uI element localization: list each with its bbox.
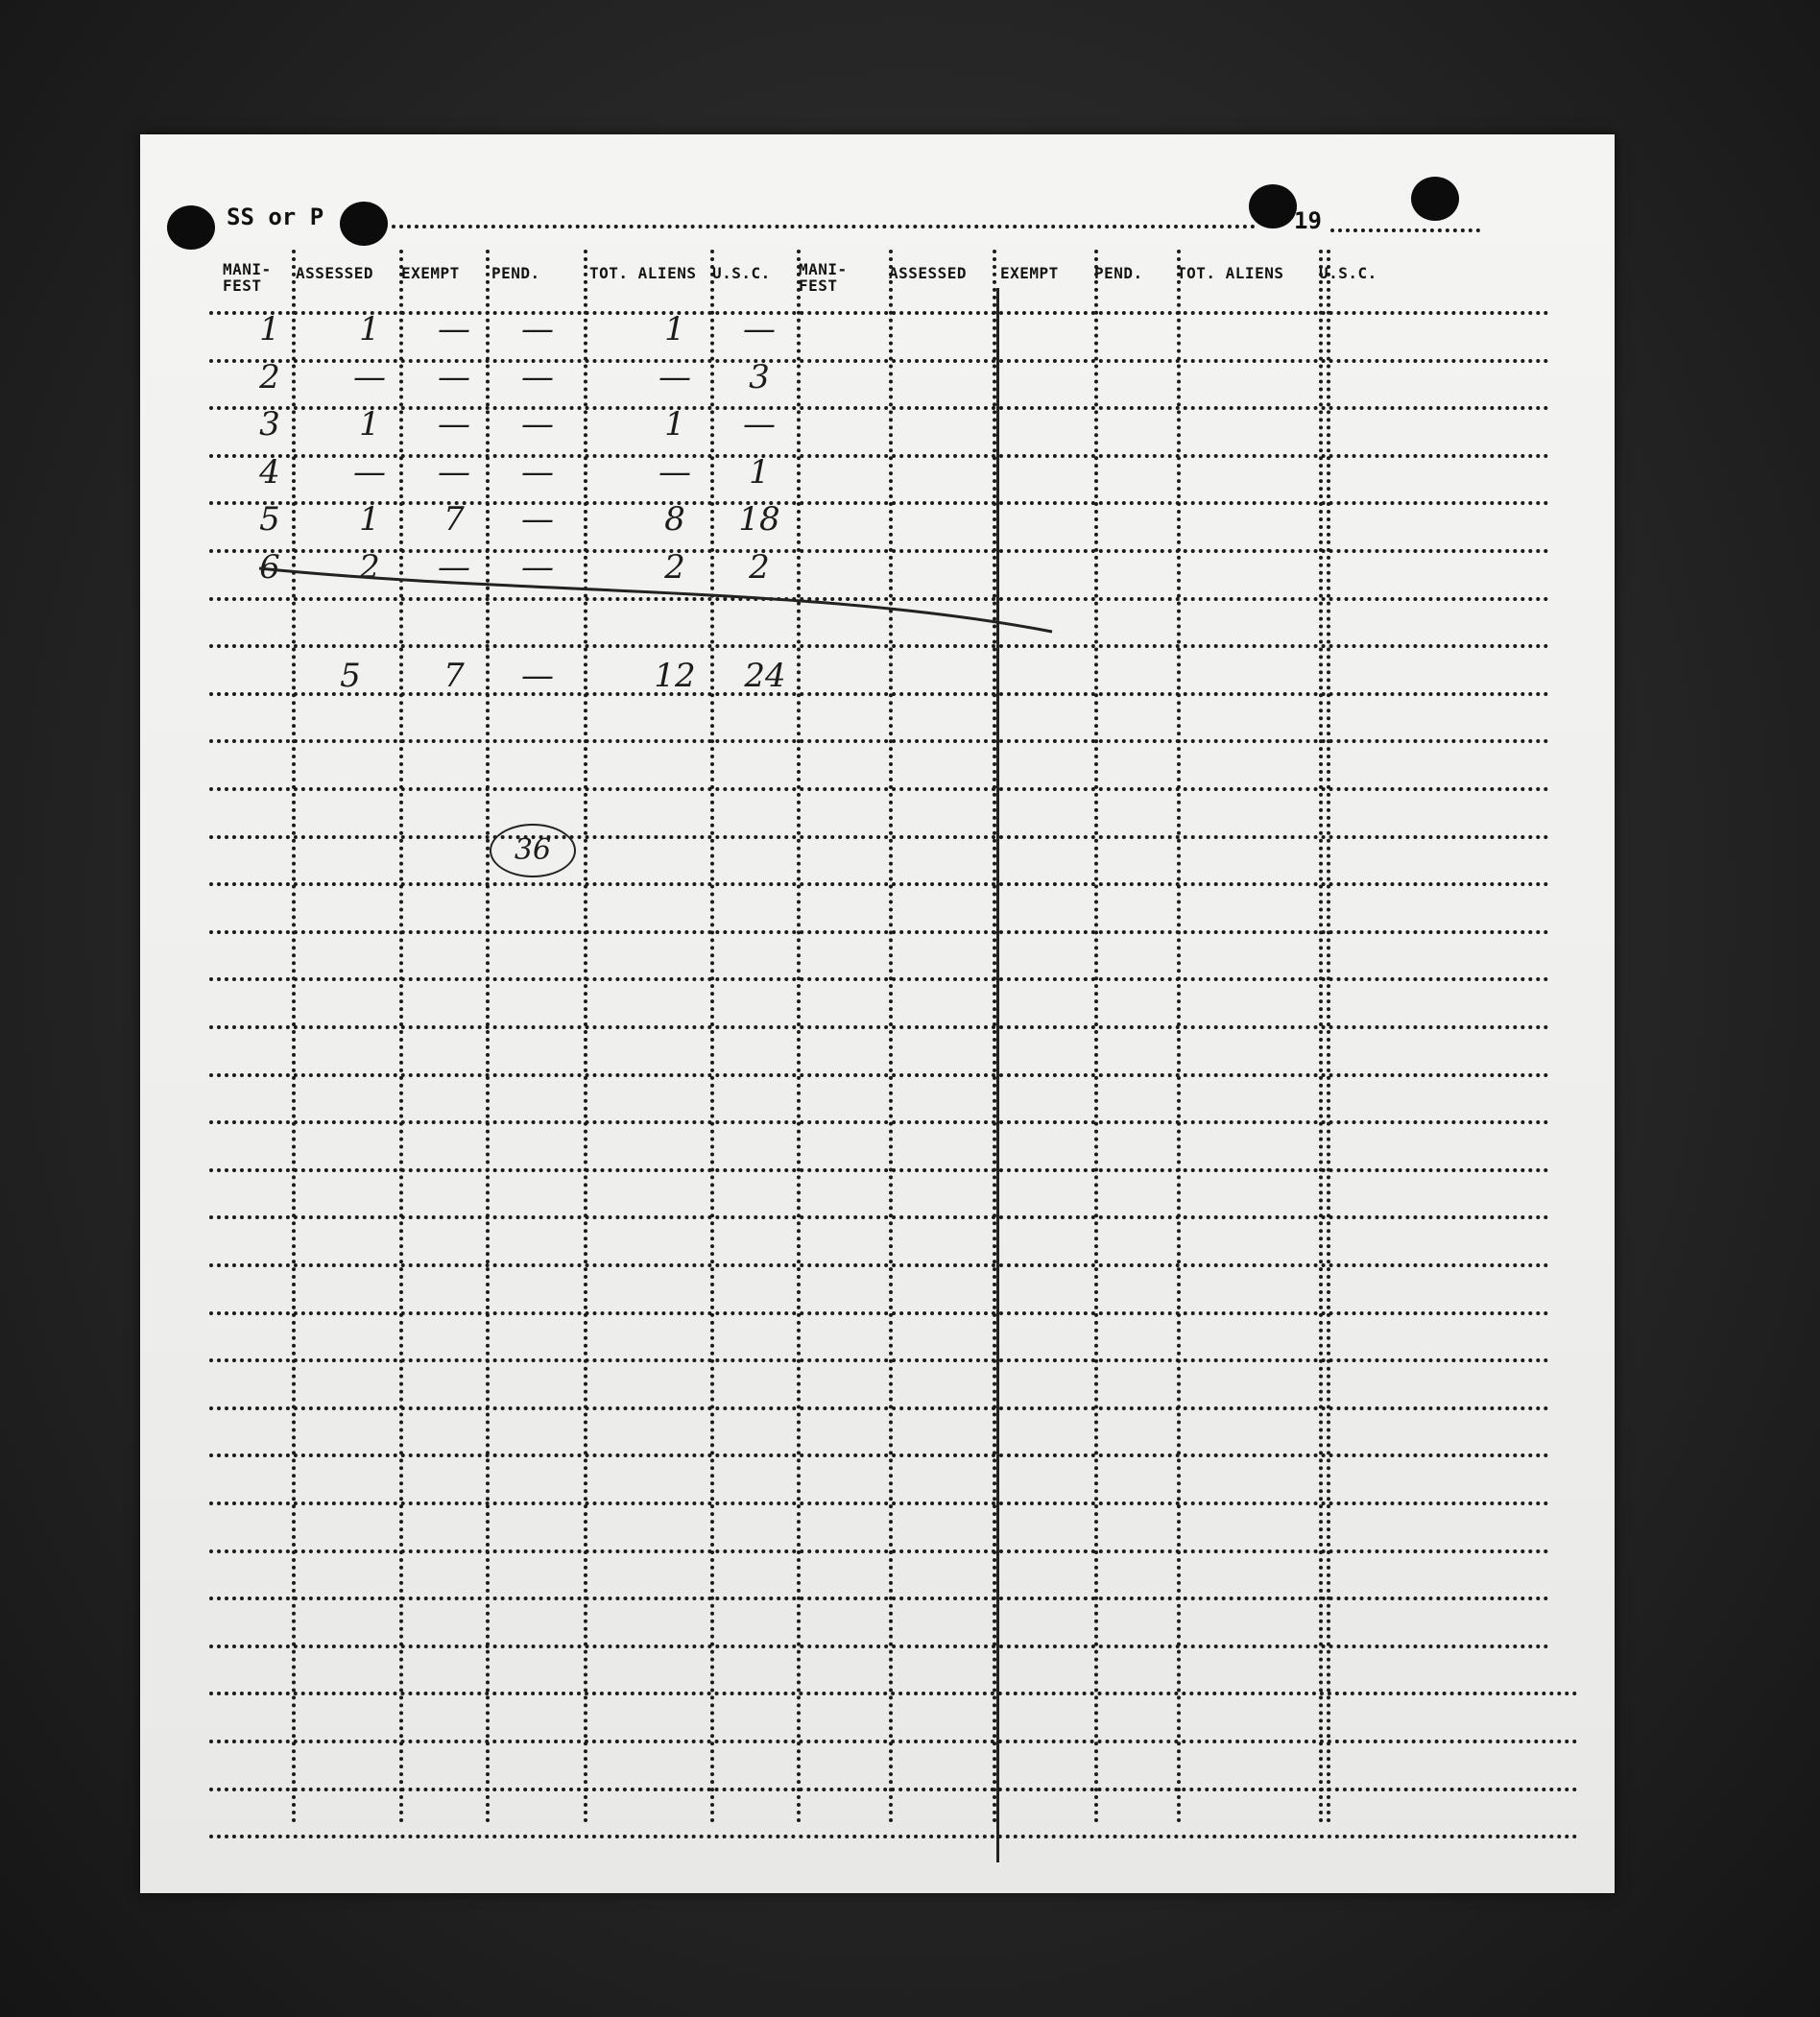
cell-exempt: — bbox=[438, 310, 470, 348]
cell-assessed: — bbox=[353, 357, 386, 396]
total-pend: — bbox=[521, 657, 554, 695]
cell-tot-aliens: — bbox=[659, 452, 691, 492]
cell-manifest: 3 bbox=[259, 405, 280, 444]
cell-tot-aliens: 1 bbox=[664, 310, 685, 348]
cell-usc: 2 bbox=[749, 548, 770, 587]
cell-exempt: — bbox=[438, 548, 470, 587]
cell-pend: — bbox=[521, 357, 554, 396]
cell-usc: — bbox=[743, 310, 776, 348]
cell-pend: — bbox=[521, 452, 554, 492]
year-label: 19 bbox=[1294, 207, 1322, 234]
cell-pend: — bbox=[521, 310, 554, 348]
total-exempt: 7 bbox=[443, 657, 465, 695]
column-header: PEND. bbox=[491, 264, 540, 282]
column-header: MANI- FEST bbox=[223, 260, 272, 295]
column-header: PEND. bbox=[1094, 264, 1143, 282]
column-header: TOT. ALIENS bbox=[1177, 264, 1284, 282]
cell-manifest: 2 bbox=[259, 357, 280, 396]
column-header: EXEMPT bbox=[1000, 264, 1059, 282]
column-header: U.S.C. bbox=[712, 264, 771, 282]
cell-pend: — bbox=[521, 405, 554, 444]
cell-tot-aliens: 1 bbox=[664, 405, 685, 444]
cell-tot-aliens: 2 bbox=[664, 548, 685, 587]
cell-assessed: 1 bbox=[359, 405, 380, 444]
column-header: ASSESSED bbox=[296, 264, 374, 282]
cell-assessed: — bbox=[353, 452, 386, 492]
form-sheet bbox=[140, 134, 1615, 1893]
column-header: U.S.C. bbox=[1319, 264, 1377, 282]
cell-assessed: 1 bbox=[359, 310, 380, 348]
total-usc: 24 bbox=[744, 657, 786, 695]
cell-usc: 18 bbox=[738, 500, 780, 540]
column-header: MANI- FEST bbox=[799, 260, 848, 295]
vessel-label: SS or P bbox=[227, 204, 324, 230]
cell-pend: — bbox=[521, 500, 554, 540]
cell-pend: — bbox=[521, 548, 554, 587]
cell-exempt: — bbox=[438, 405, 470, 444]
total-tot-aliens: 12 bbox=[654, 657, 696, 695]
cell-usc: 1 bbox=[749, 452, 770, 492]
cell-exempt: — bbox=[438, 357, 470, 396]
cell-tot-aliens: — bbox=[659, 357, 691, 396]
cell-manifest: 5 bbox=[259, 500, 280, 540]
cell-assessed: 2 bbox=[359, 548, 380, 587]
column-header: TOT. ALIENS bbox=[589, 264, 697, 282]
cell-manifest: 1 bbox=[259, 310, 280, 348]
cell-assessed: 1 bbox=[359, 500, 380, 540]
cell-exempt: — bbox=[438, 452, 470, 492]
cell-manifest: 4 bbox=[259, 452, 280, 492]
cell-exempt: 7 bbox=[443, 500, 465, 540]
cell-usc: 3 bbox=[749, 357, 770, 396]
column-header: EXEMPT bbox=[401, 264, 460, 282]
cell-tot-aliens: 8 bbox=[664, 500, 685, 540]
grand-total-circled: 36 bbox=[490, 824, 576, 877]
total-assessed: 5 bbox=[340, 657, 361, 695]
cell-manifest: 6 bbox=[259, 548, 280, 587]
handwritten-strike-line bbox=[140, 134, 1615, 1893]
column-header: ASSESSED bbox=[889, 264, 968, 282]
cell-usc: — bbox=[743, 405, 776, 444]
